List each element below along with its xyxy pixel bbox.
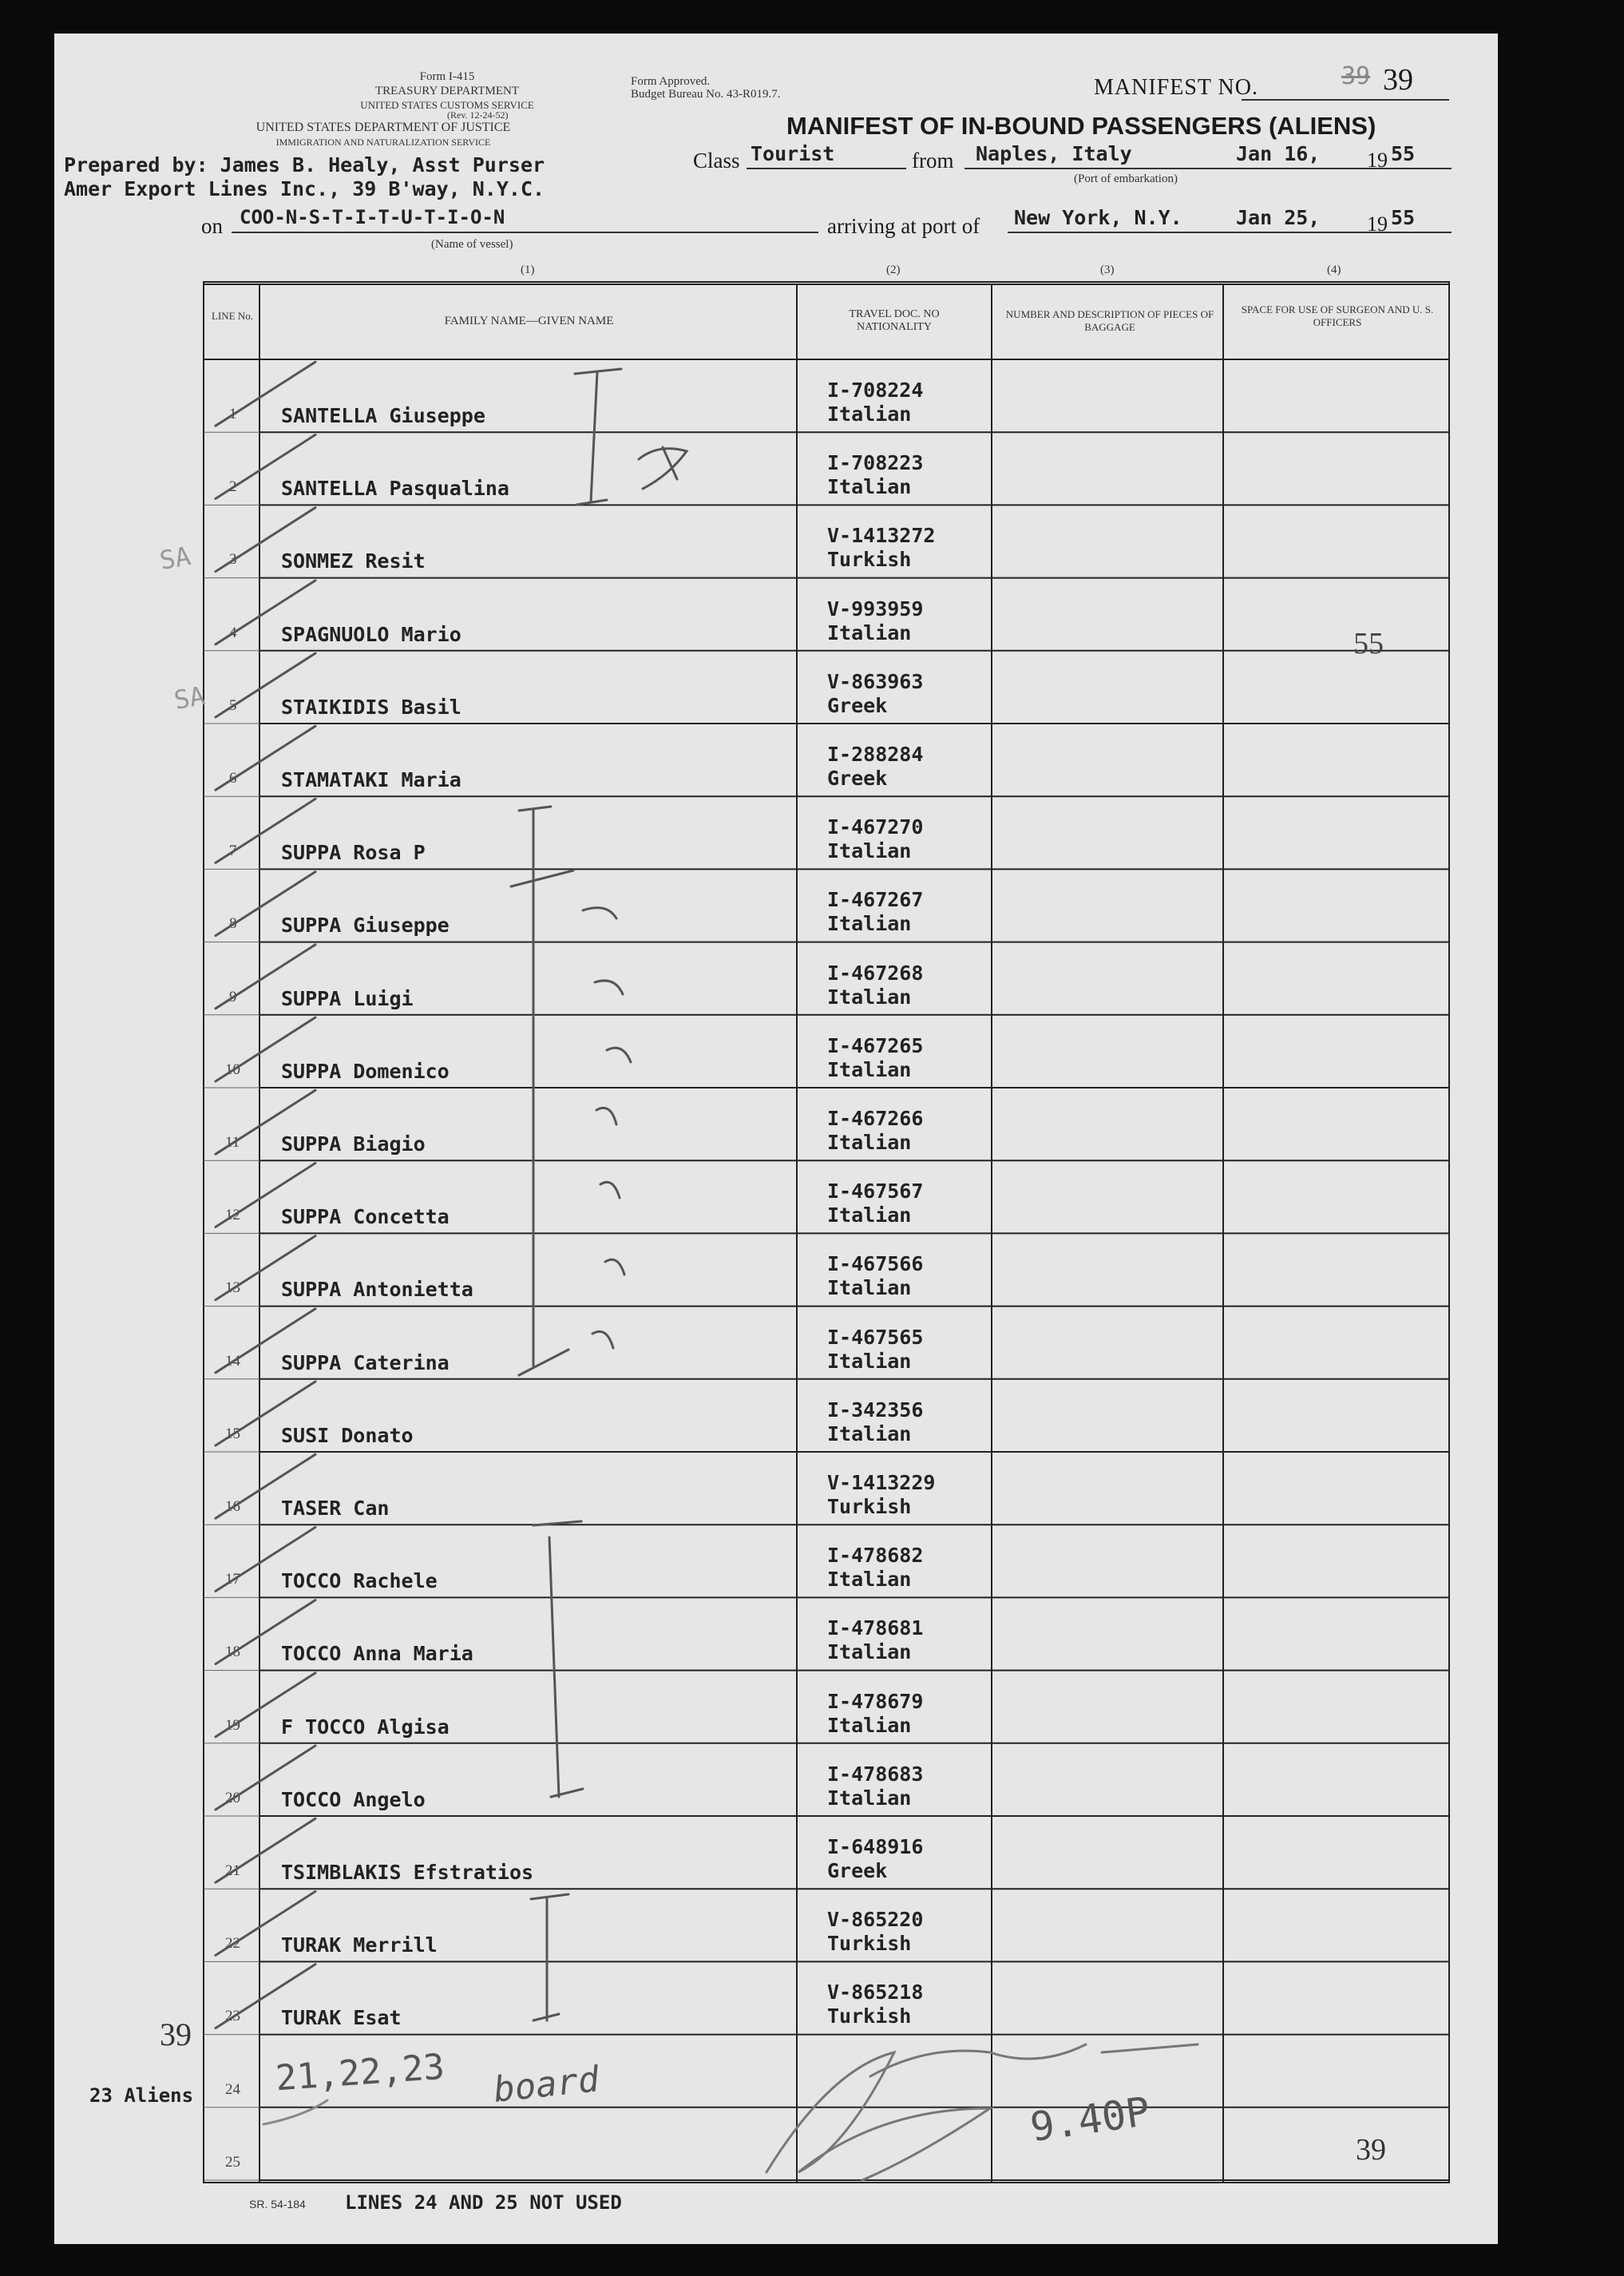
check-mark xyxy=(216,1600,315,1664)
nationality: Greek xyxy=(827,693,888,717)
travel-doc-number: V-1413229 xyxy=(827,1471,936,1494)
line-number: 18 xyxy=(225,1644,240,1661)
aliens-count: 23 Aliens xyxy=(89,2084,194,2107)
travel-doc-number: I-467267 xyxy=(827,888,924,912)
passenger-name: SUSI Donato xyxy=(281,1423,414,1447)
manifest-no-struck: 39 xyxy=(1341,62,1371,90)
line-number: 17 xyxy=(225,1571,240,1588)
class-value: Tourist xyxy=(751,142,835,165)
line-number: 5 xyxy=(229,696,237,714)
passenger-name: TASER Can xyxy=(281,1497,390,1520)
nationality: Italian xyxy=(827,1640,912,1664)
check-mark xyxy=(216,726,315,790)
line-number: 8 xyxy=(229,915,237,933)
passenger-name: STAMATAKI Maria xyxy=(281,768,461,791)
check-mark xyxy=(216,362,315,426)
page-count: 39 xyxy=(160,2016,192,2052)
passenger-name: SUPPA Rosa P xyxy=(281,841,426,865)
nationality: Italian xyxy=(827,912,912,936)
line-number: 22 xyxy=(225,1935,240,1953)
travel-doc-number: V-863963 xyxy=(827,669,924,693)
col-num-2: (2) xyxy=(886,264,901,276)
passenger-name: SUPPA Antonietta xyxy=(281,1278,473,1302)
col-header-line: LINE No. xyxy=(212,310,253,322)
passenger-name: SANTELLA Giuseppe xyxy=(281,404,485,427)
nationality: Greek xyxy=(827,1859,888,1882)
travel-doc-number: I-478682 xyxy=(827,1544,924,1568)
travel-doc-number: V-865220 xyxy=(827,1908,924,1932)
line-number: 23 xyxy=(225,2008,240,2025)
customs-service: UNITED STATES CUSTOMS SERVICE xyxy=(360,99,534,111)
check-mark xyxy=(216,945,315,1009)
vessel-label: (Name of vessel) xyxy=(431,238,513,251)
treasury-dept: TREASURY DEPARTMENT xyxy=(374,85,520,97)
nationality: Italian xyxy=(827,1276,912,1300)
nationality: Italian xyxy=(827,1349,912,1373)
line-number: 19 xyxy=(225,1716,240,1734)
nationality: Italian xyxy=(827,1422,912,1445)
line-number: 13 xyxy=(225,1279,240,1297)
passenger-name: SUPPA Caterina xyxy=(281,1350,450,1374)
nationality: Turkish xyxy=(827,2004,912,2028)
line-number: 4 xyxy=(229,624,237,641)
passenger-name: TOCCO Anna Maria xyxy=(281,1642,473,1666)
nationality: Italian xyxy=(827,839,912,863)
check-mark xyxy=(216,799,315,862)
line-number: 14 xyxy=(225,1352,240,1370)
lines-written: 21,22,23 xyxy=(274,2046,446,2100)
check-mark xyxy=(216,1454,315,1518)
passenger-name: SONMEZ Resit xyxy=(281,549,426,573)
check-mark xyxy=(216,1965,315,2028)
col-num-3: (3) xyxy=(1100,264,1115,276)
travel-doc-number: I-467566 xyxy=(827,1252,924,1276)
prepared-by: Prepared by: James B. Healy, Asst Purser xyxy=(64,153,545,176)
check-mark xyxy=(216,1163,315,1227)
col-header-baggage: NUMBER AND DESCRIPTION OF PIECES OF BAGGAGE xyxy=(1005,308,1214,333)
arrive-port: New York, N.Y. xyxy=(1014,206,1182,229)
check-mark xyxy=(216,1673,315,1737)
travel-doc-number: I-467266 xyxy=(827,1107,924,1130)
line-number: 12 xyxy=(225,1207,240,1224)
travel-doc-number: I-467268 xyxy=(827,961,924,985)
check-mark xyxy=(216,1891,315,1955)
passenger-name: SPAGNUOLO Mario xyxy=(281,622,461,646)
line-number: 7 xyxy=(229,843,237,860)
nationality: Turkish xyxy=(827,1495,912,1518)
nationality: Italian xyxy=(827,402,912,426)
from-date: Jan 16, xyxy=(1236,142,1321,165)
travel-doc-number: I-342356 xyxy=(827,1398,924,1422)
travel-doc-number: I-708223 xyxy=(827,451,924,475)
line-number: 9 xyxy=(229,988,237,1005)
manifest-title: MANIFEST OF IN-BOUND PASSENGERS (ALIENS) xyxy=(786,112,1376,140)
footer-note: LINES 24 AND 25 NOT USED xyxy=(345,2191,622,2214)
company-line: Amer Export Lines Inc., 39 B'way, N.Y.C. xyxy=(64,177,545,200)
passenger-name: F TOCCO Algisa xyxy=(281,1715,450,1739)
nationality: Italian xyxy=(827,1057,912,1081)
travel-doc-number: I-478683 xyxy=(827,1762,924,1786)
line-number: 6 xyxy=(229,770,237,787)
from-value: Naples, Italy xyxy=(976,142,1132,165)
on-label: on xyxy=(201,214,223,238)
bottom-right-number: 39 xyxy=(1356,2133,1386,2167)
line-number: 11 xyxy=(225,1134,240,1151)
line-number: 25 xyxy=(225,2153,240,2171)
travel-doc-number: V-865218 xyxy=(827,1981,924,2004)
check-mark xyxy=(216,581,315,644)
line-number: 16 xyxy=(225,1498,240,1515)
line-number: 21 xyxy=(225,1862,240,1879)
time-written: 9.40P xyxy=(1027,2088,1153,2151)
check-mark xyxy=(216,872,315,936)
from-label: from xyxy=(912,149,954,172)
col-num-4: (4) xyxy=(1327,264,1341,276)
nationality: Italian xyxy=(827,1203,912,1227)
arrive-date: Jan 25, xyxy=(1236,206,1321,229)
nationality: Italian xyxy=(827,1713,912,1737)
line-number: 24 xyxy=(225,2080,240,2098)
check-mark xyxy=(216,1746,315,1810)
check-mark xyxy=(216,1818,315,1882)
travel-doc-number: I-708224 xyxy=(827,379,924,402)
class-label: Class xyxy=(693,149,740,172)
ins-service: IMMIGRATION AND NATURALIZATION SERVICE xyxy=(275,137,491,148)
form-approved: Form Approved. xyxy=(631,75,711,88)
form-number: Form I-415 xyxy=(419,70,475,83)
passenger-name: SUPPA Luigi xyxy=(281,986,414,1010)
port-embarkation-label: (Port of embarkation) xyxy=(1074,172,1178,185)
travel-doc-number: V-993959 xyxy=(827,597,924,621)
travel-doc-number: V-1413272 xyxy=(827,524,936,548)
passenger-name: SANTELLA Pasqualina xyxy=(281,477,509,501)
word-written: board xyxy=(491,2059,601,2111)
passenger-name: TURAK Esat xyxy=(281,2006,402,2030)
line-number: 3 xyxy=(229,551,237,569)
justice-dept: UNITED STATES DEPARTMENT OF JUSTICE xyxy=(255,121,511,134)
manifest-no-value: 39 xyxy=(1383,63,1413,97)
form-revision: (Rev. 12-24-52) xyxy=(447,109,509,121)
passenger-name: TOCCO Angelo xyxy=(281,1787,426,1811)
nationality: Turkish xyxy=(827,1932,912,1956)
arrive-year: 55 xyxy=(1391,206,1416,229)
passenger-name: TOCCO Rachele xyxy=(281,1569,438,1593)
nationality: Italian xyxy=(827,985,912,1009)
footer-form-code: SR. 54-184 xyxy=(249,2198,306,2211)
travel-doc-number: I-478681 xyxy=(827,1616,924,1640)
check-mark xyxy=(216,1527,315,1591)
manifest-no-label: MANIFEST NO. xyxy=(1094,75,1258,100)
travel-doc-number: I-648916 xyxy=(827,1835,924,1858)
row4-code: 55 xyxy=(1353,627,1384,660)
nationality: Greek xyxy=(827,767,888,790)
passenger-name: TSIMBLAKIS Efstratios xyxy=(281,1861,534,1884)
vessel-name: COO-N-S-T-I-T-U-T-I-O-N xyxy=(240,206,505,228)
travel-doc-number: I-467565 xyxy=(827,1325,924,1349)
col-header-officers: SPACE FOR USE OF SURGEON AND U. S. OFFICERS xyxy=(1241,303,1434,328)
check-mark xyxy=(216,508,315,572)
passenger-name: SUPPA Biagio xyxy=(281,1132,426,1156)
passenger-name: SUPPA Domenico xyxy=(281,1059,450,1083)
line-number: 1 xyxy=(229,406,237,422)
nationality: Italian xyxy=(827,1786,912,1810)
nationality: Italian xyxy=(827,1568,912,1592)
from-year: 55 xyxy=(1391,142,1416,165)
check-mark xyxy=(216,1017,315,1081)
line-number: 2 xyxy=(229,478,237,496)
travel-doc-number: I-467567 xyxy=(827,1180,924,1203)
check-mark xyxy=(216,1090,315,1154)
check-mark xyxy=(216,1236,315,1300)
nationality: Italian xyxy=(827,475,912,499)
passenger-name: TURAK Merrill xyxy=(281,1933,438,1957)
passenger-name: SUPPA Giuseppe xyxy=(281,914,450,938)
check-mark xyxy=(216,1382,315,1445)
col-num-1: (1) xyxy=(521,264,535,276)
nationality: Italian xyxy=(827,621,912,644)
col-header-name: FAMILY NAME—GIVEN NAME xyxy=(444,315,614,327)
nationality: Italian xyxy=(827,1131,912,1154)
margin-sa-5: SA xyxy=(171,680,208,716)
margin-sa-3: SA xyxy=(156,540,193,577)
check-mark xyxy=(216,434,315,498)
line-number: 20 xyxy=(225,1789,240,1806)
travel-doc-number: I-467265 xyxy=(827,1033,924,1057)
passenger-name: SUPPA Concetta xyxy=(281,1205,450,1229)
check-mark xyxy=(216,653,315,717)
arriving-label: arriving at port of xyxy=(827,214,980,238)
from-year-prefix: 19 xyxy=(1367,149,1388,172)
line-number: 10 xyxy=(225,1061,240,1078)
nationality: Turkish xyxy=(827,548,912,572)
travel-doc-number: I-467270 xyxy=(827,815,924,839)
travel-doc-number: I-288284 xyxy=(827,743,924,766)
passenger-name: STAIKIDIS Basil xyxy=(281,695,461,719)
col-header-doc: TRAVEL DOC. NO NATIONALITY xyxy=(849,308,940,333)
budget-bureau: Budget Bureau No. 43-R019.7. xyxy=(631,88,781,101)
travel-doc-number: I-478679 xyxy=(827,1689,924,1713)
arrive-year-prefix: 19 xyxy=(1367,212,1388,236)
check-mark xyxy=(216,1309,315,1373)
line-number: 15 xyxy=(225,1425,240,1442)
